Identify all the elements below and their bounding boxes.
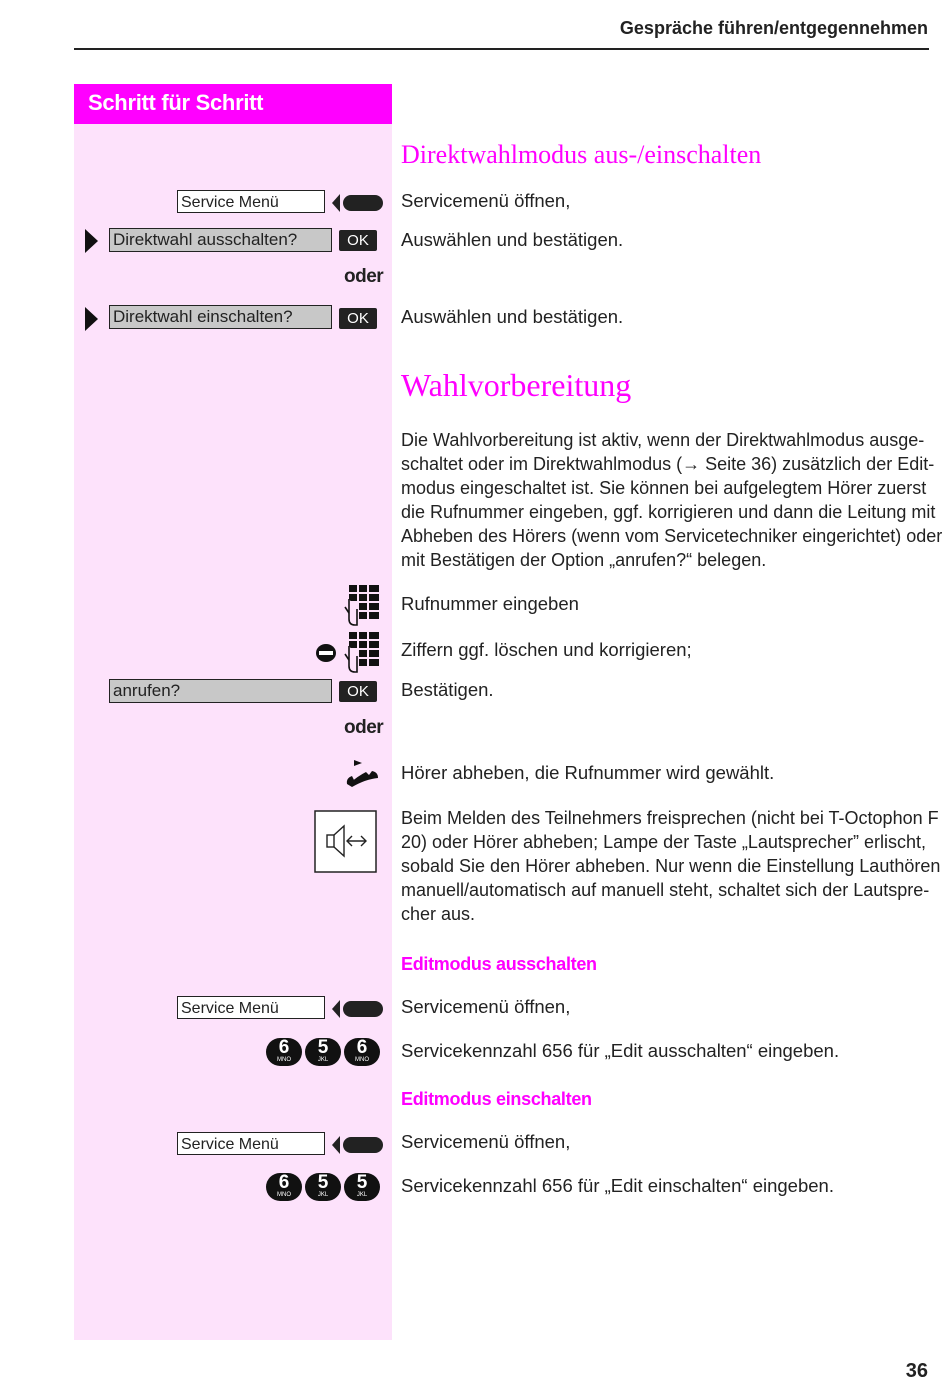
keypad-entry-icon	[343, 585, 381, 627]
speaker-line: Beim Melden des Teilnehmers freisprechen (nicht bei T-Octophon F	[401, 808, 939, 828]
selection-arrow-icon	[85, 229, 98, 253]
edit-on-step1: Servicemenü öffnen,	[401, 1131, 571, 1152]
step-enter-number: Rufnummer eingeben	[401, 593, 579, 614]
key-5[interactable]	[305, 1173, 341, 1201]
key-6[interactable]	[266, 1173, 302, 1201]
selection-arrow-icon	[85, 307, 98, 331]
keys-655-on	[266, 1173, 382, 1201]
edit-on-heading: Editmodus einschalten	[401, 1089, 592, 1109]
speaker-description	[401, 806, 941, 926]
intro-line: modus eingeschaltet ist. Sie können bei aufgelegtem Hörer zuerst	[401, 478, 927, 498]
key-letters: MNO	[355, 1057, 369, 1063]
direktwahl-step2: Auswählen und bestätigen.	[401, 229, 624, 250]
intro-line: schaltet oder im Direktwahlmodus (→ Seite 36) zusätzlich der Edit-	[401, 454, 935, 474]
intro-line: mit Bestätigen der Option „anrufen?“ belegen.	[401, 550, 767, 570]
key-letters: MNO	[277, 1057, 291, 1063]
speaker-key-icon[interactable]	[314, 810, 378, 874]
speaker-line: cher aus.	[401, 904, 476, 924]
service-menu-display: Service Menü	[177, 996, 325, 1019]
key-letters: JKL	[317, 1057, 329, 1063]
menu-key-icon[interactable]	[330, 998, 384, 1020]
page-number: 36	[905, 1360, 928, 1382]
speaker-line: manuell/automatisch auf manuell steht, schaltet sich der Lautspre-	[401, 880, 930, 900]
key-digit: 5	[317, 1037, 329, 1058]
key-letters: MNO	[277, 1192, 291, 1198]
direktwahl-heading: Direktwahlmodus aus-/einschalten	[401, 140, 762, 169]
ok-button[interactable]: OK	[339, 230, 377, 251]
key-6[interactable]	[344, 1038, 380, 1066]
key-letters: JKL	[356, 1192, 368, 1198]
service-menu-display: Service Menü	[177, 190, 325, 213]
option-direktwahl-on[interactable]: Direktwahl einschalten?	[109, 305, 332, 329]
edit-on-step2: Servicekennzahl 656 für „Edit einschalten“ eingeben.	[401, 1175, 834, 1196]
key-6[interactable]	[266, 1038, 302, 1066]
step-by-step-title: Schritt für Schritt	[88, 90, 264, 115]
menu-key-icon[interactable]	[330, 1134, 384, 1156]
edit-off-step2: Servicekennzahl 656 für „Edit ausschalten“ eingeben.	[401, 1040, 840, 1061]
oder-label: oder	[344, 717, 384, 738]
key-digit: 5	[356, 1172, 368, 1193]
wahlvorbereitung-intro	[401, 428, 943, 572]
menu-key-icon[interactable]	[330, 192, 384, 214]
direktwahl-step3: Auswählen und bestätigen.	[401, 306, 624, 327]
speaker-line: sobald Sie den Hörer abheben. Nur wenn die Einstellung Lauthören	[401, 856, 941, 876]
intro-line: Abheben des Hörers (wenn vom Servicetechniker eingerichtet) oder	[401, 526, 943, 546]
keys-656-off	[266, 1038, 382, 1066]
ok-button[interactable]: OK	[339, 308, 377, 329]
key-digit: 6	[278, 1172, 290, 1193]
section-title: Gespräche führen/entgegennehmen	[619, 18, 928, 38]
edit-off-step1: Servicemenü öffnen,	[401, 996, 571, 1017]
key-5[interactable]	[344, 1173, 380, 1201]
wahlvorbereitung-heading: Wahlvorbereitung	[401, 367, 632, 403]
step-correct-digits: Ziffern ggf. löschen und korrigieren;	[401, 639, 692, 660]
header-rule	[74, 48, 929, 50]
option-anrufen[interactable]: anrufen?	[109, 679, 332, 703]
direktwahl-step1: Servicemenü öffnen,	[401, 190, 571, 211]
edit-off-heading: Editmodus ausschalten	[401, 954, 597, 974]
ok-button[interactable]: OK	[339, 681, 377, 702]
delete-and-keypad-icon	[314, 632, 382, 674]
key-digit: 5	[317, 1172, 329, 1193]
handset-lift-icon	[344, 758, 382, 788]
oder-label: oder	[344, 266, 384, 287]
step-confirm: Bestätigen.	[401, 679, 494, 700]
step-lift-handset: Hörer abheben, die Rufnummer wird gewählt.	[401, 762, 775, 783]
intro-line: Die Wahlvorbereitung ist aktiv, wenn der Direktwahlmodus ausge-	[401, 430, 925, 450]
key-5[interactable]	[305, 1038, 341, 1066]
intro-line: die Rufnummer eingeben, ggf. korrigieren und dann die Leitung mit	[401, 502, 936, 522]
key-digit: 6	[278, 1037, 290, 1058]
key-letters: JKL	[317, 1192, 329, 1198]
service-menu-display: Service Menü	[177, 1132, 325, 1155]
speaker-line: 20) oder Hörer abheben; Lampe der Taste „Lautsprecher” erlischt,	[401, 832, 926, 852]
option-direktwahl-off[interactable]: Direktwahl ausschalten?	[109, 228, 332, 252]
key-digit: 6	[356, 1037, 368, 1058]
